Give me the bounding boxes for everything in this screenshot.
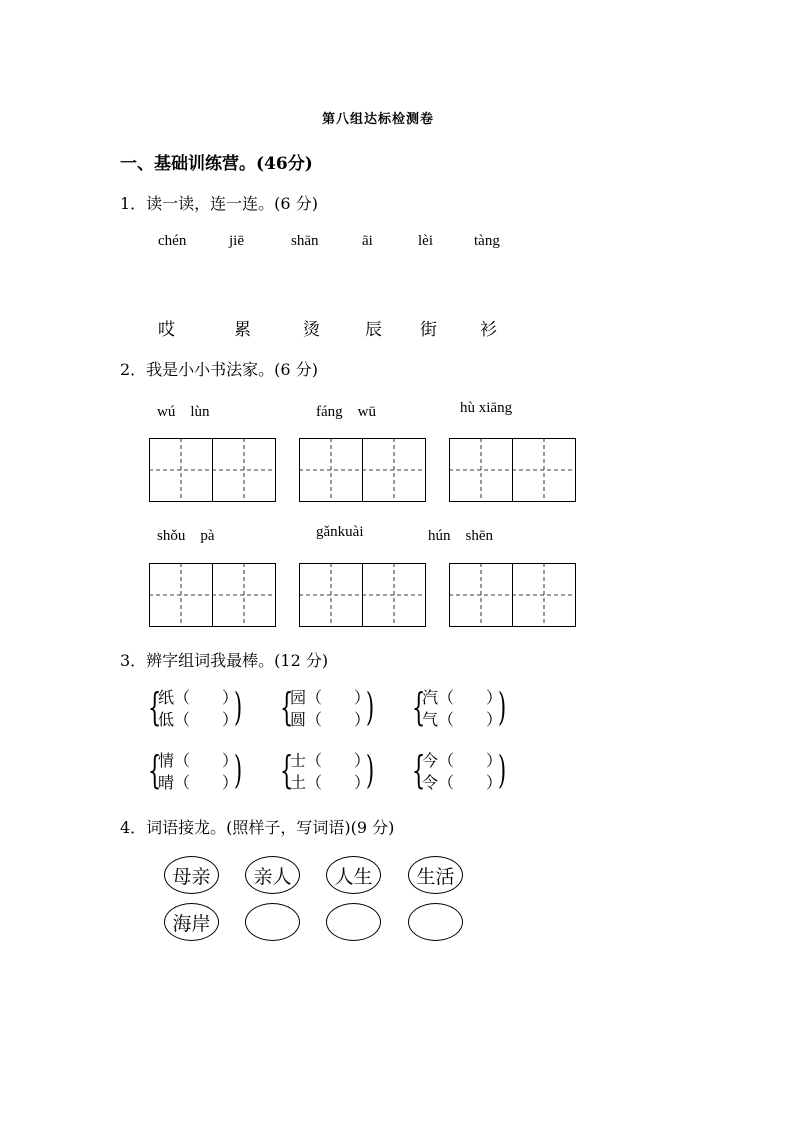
right-paren-icon: ): [234, 748, 243, 792]
writing-grid[interactable]: [449, 563, 575, 626]
char-pair-group: [412, 748, 512, 797]
right-paren-icon: ): [498, 748, 507, 792]
pinyin-item: āi: [362, 233, 373, 249]
right-paren-icon: ): [366, 748, 375, 792]
char-pair-row[interactable]: 圆（ ）: [290, 710, 371, 729]
char-pair-row[interactable]: 今（ ）: [422, 751, 503, 770]
char-pair-row[interactable]: 气（ ）: [422, 710, 503, 729]
char-pair-group: [148, 685, 248, 734]
left-brace-icon: {: [280, 748, 294, 792]
word-chain-oval: 海岸: [164, 903, 219, 941]
left-brace-icon: {: [412, 685, 426, 729]
pinyin-item: jiē: [229, 233, 244, 249]
left-brace-icon: {: [280, 685, 294, 729]
char-pair-group: [280, 748, 380, 797]
char-pair-row[interactable]: 令（ ）: [422, 773, 503, 792]
char-pair-row[interactable]: 土（ ）: [290, 773, 371, 792]
writing-grid[interactable]: [149, 563, 275, 626]
pinyin-item: hù xiāng: [460, 400, 513, 416]
word-chain-answer-oval[interactable]: [408, 903, 463, 941]
pinyin-item: shān: [291, 233, 319, 249]
left-brace-icon: {: [148, 685, 162, 729]
char-pair-row[interactable]: 低（ ）: [158, 710, 239, 729]
char-pair-group: [412, 685, 512, 734]
character-item[interactable]: 烫: [303, 320, 320, 340]
char-pair-group: [148, 748, 248, 797]
question-2-label: 2．我是小小书法家。(6 分): [120, 360, 318, 379]
char-pair-row[interactable]: 士（ ）: [290, 751, 371, 770]
word-chain-answer-oval[interactable]: [326, 903, 381, 941]
right-paren-icon: ): [234, 685, 243, 729]
page-title: 第八组达标检测卷: [322, 112, 435, 127]
char-pair-group: [280, 685, 380, 734]
character-item[interactable]: 辰: [365, 320, 382, 340]
word-chain-oval: 人生: [326, 856, 381, 894]
word-chain-oval: 母亲: [164, 856, 219, 894]
character-item[interactable]: 衫: [480, 320, 497, 340]
character-item[interactable]: 累: [234, 320, 251, 340]
pinyin-item: tàng: [474, 233, 500, 249]
char-pair-row[interactable]: 晴（ ）: [158, 773, 239, 792]
char-pair-row[interactable]: 情（ ）: [158, 751, 239, 770]
writing-grid[interactable]: [149, 438, 275, 501]
pinyin-item: wú lùn: [157, 404, 210, 420]
char-pair-row[interactable]: 汽（ ）: [422, 688, 503, 707]
char-pair-row[interactable]: 纸（ ）: [158, 688, 239, 707]
question-1-label: 1．读一读，连一连。(6 分): [120, 194, 318, 213]
left-brace-icon: {: [148, 748, 162, 792]
pinyin-item: hún shēn: [428, 528, 493, 544]
writing-grid[interactable]: [449, 438, 575, 501]
char-pair-row[interactable]: 园（ ）: [290, 688, 371, 707]
question-3-label: 3．辨字组词我最棒。(12 分): [120, 651, 329, 670]
right-paren-icon: ): [366, 685, 375, 729]
right-paren-icon: ): [498, 685, 507, 729]
word-chain-answer-oval[interactable]: [245, 903, 300, 941]
writing-grid[interactable]: [299, 438, 425, 501]
character-item[interactable]: 哎: [158, 320, 175, 340]
section-heading: 一、基础训练营。(46分): [120, 154, 313, 174]
pinyin-item: fáng wū: [316, 404, 376, 420]
word-chain-oval: 生活: [408, 856, 463, 894]
writing-grid[interactable]: [299, 563, 425, 626]
left-brace-icon: {: [412, 748, 426, 792]
pinyin-item: chén: [158, 233, 187, 249]
pinyin-item: lèi: [418, 233, 433, 249]
pinyin-item: gǎnkuài: [316, 524, 364, 540]
pinyin-item: shǒu pà: [157, 528, 215, 544]
question-4-label: 4．词语接龙。(照样子，写词语)(9 分): [120, 818, 395, 837]
character-item[interactable]: 街: [420, 320, 437, 340]
word-chain-oval: 亲人: [245, 856, 300, 894]
